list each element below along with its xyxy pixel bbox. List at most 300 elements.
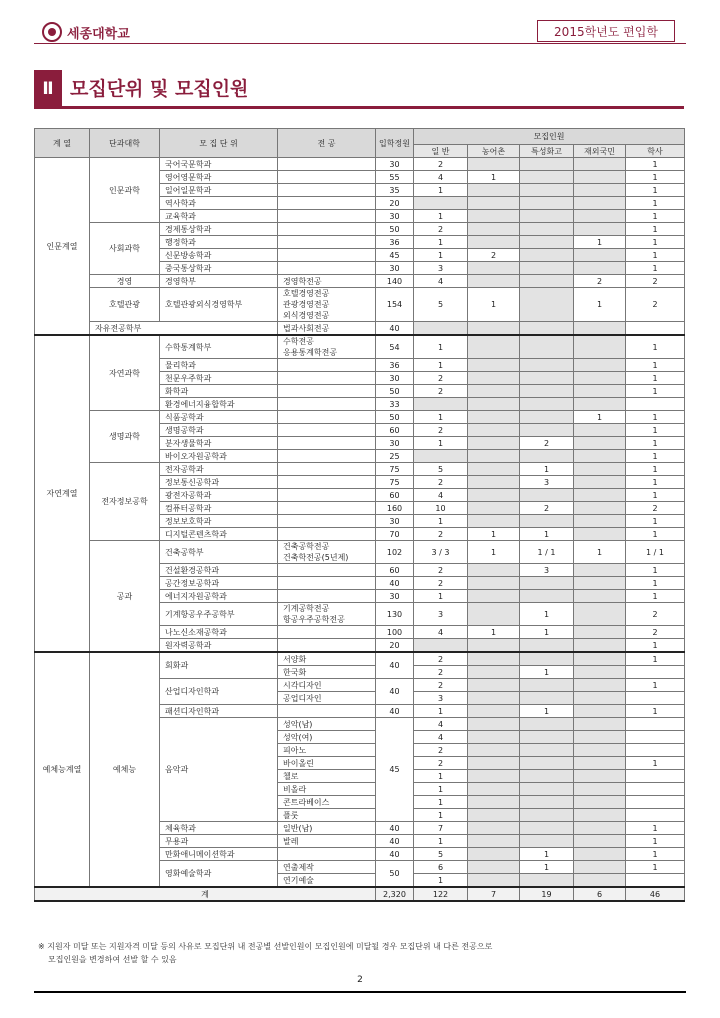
count-cell-haksa bbox=[626, 718, 685, 731]
count-cell bbox=[574, 528, 626, 541]
major-cell bbox=[278, 236, 376, 249]
count-cell bbox=[468, 848, 520, 861]
count-cell bbox=[574, 476, 626, 489]
unit-cell: 광전자공학과 bbox=[160, 489, 278, 502]
count-cell bbox=[468, 359, 520, 372]
count-cell: 2 bbox=[414, 424, 468, 437]
count-cell: 4 bbox=[414, 171, 468, 184]
count-cell: 2 bbox=[414, 679, 468, 692]
count-cell bbox=[468, 424, 520, 437]
table-row bbox=[35, 411, 685, 424]
college-cell: 생명과학 bbox=[90, 411, 160, 463]
count-cell bbox=[574, 385, 626, 398]
major-cell bbox=[278, 262, 376, 275]
header-gyeyeol: 계 열 bbox=[35, 129, 90, 158]
unit-cell: 건설환경공학과 bbox=[160, 564, 278, 577]
count-cell bbox=[468, 564, 520, 577]
count-cell bbox=[520, 718, 574, 731]
major-cell: 피아노 bbox=[278, 744, 376, 757]
total-quota: 2,320 bbox=[376, 887, 414, 901]
major-cell bbox=[278, 372, 376, 385]
major-cell: 콘트라베이스 bbox=[278, 796, 376, 809]
count-cell-haksa: 1 bbox=[626, 450, 685, 463]
table-row bbox=[35, 223, 685, 236]
count-cell-haksa: 1 bbox=[626, 463, 685, 476]
count-cell bbox=[468, 603, 520, 626]
quota-cell: 45 bbox=[376, 718, 414, 822]
count-cell bbox=[574, 489, 626, 502]
count-cell: 3 / 3 bbox=[414, 541, 468, 564]
count-cell bbox=[468, 809, 520, 822]
unit-cell: 화학과 bbox=[160, 385, 278, 398]
unit-cell: 나노신소재공학과 bbox=[160, 626, 278, 639]
count-cell bbox=[468, 731, 520, 744]
major-cell: 성악(남) bbox=[278, 718, 376, 731]
count-cell: 1 bbox=[414, 705, 468, 718]
count-cell bbox=[520, 322, 574, 336]
count-cell-haksa bbox=[626, 666, 685, 679]
unit-cell: 공간정보공학과 bbox=[160, 577, 278, 590]
count-cell bbox=[520, 236, 574, 249]
quota-cell: 40 bbox=[376, 835, 414, 848]
count-cell bbox=[520, 385, 574, 398]
count-cell bbox=[468, 489, 520, 502]
count-cell-haksa bbox=[626, 692, 685, 705]
quota-cell: 60 bbox=[376, 564, 414, 577]
count-cell: 3 bbox=[520, 476, 574, 489]
major-cell: 시각디자인 bbox=[278, 679, 376, 692]
quota-cell: 154 bbox=[376, 288, 414, 322]
count-cell bbox=[520, 288, 574, 322]
count-cell-haksa: 1 bbox=[626, 249, 685, 262]
major-cell bbox=[278, 502, 376, 515]
count-cell-haksa bbox=[626, 809, 685, 822]
count-cell-haksa: 1 bbox=[626, 848, 685, 861]
unit-cell: 에너지자원공학과 bbox=[160, 590, 278, 603]
count-cell-haksa: 1 / 1 bbox=[626, 541, 685, 564]
unit-cell: 생명공학과 bbox=[160, 424, 278, 437]
major-cell bbox=[278, 335, 376, 359]
count-cell bbox=[520, 450, 574, 463]
count-cell: 3 bbox=[414, 692, 468, 705]
section-number: Ⅱ bbox=[34, 70, 62, 108]
count-cell bbox=[574, 796, 626, 809]
university-logo bbox=[42, 20, 130, 44]
quota-cell: 60 bbox=[376, 489, 414, 502]
count-cell: 1 bbox=[520, 626, 574, 639]
unit-cell: 회화과 bbox=[160, 652, 278, 679]
quota-cell: 75 bbox=[376, 476, 414, 489]
count-cell bbox=[520, 822, 574, 835]
document-tag: 2015학년도 편입학 bbox=[537, 20, 675, 42]
unit-cell: 중국통상학과 bbox=[160, 262, 278, 275]
count-cell bbox=[574, 590, 626, 603]
major-cell bbox=[278, 322, 376, 336]
major-cell bbox=[278, 577, 376, 590]
major-name: 건축학전공(5년제) bbox=[283, 553, 349, 562]
count-cell: 1 bbox=[520, 705, 574, 718]
count-cell: 1 bbox=[520, 666, 574, 679]
total-count: 19 bbox=[520, 887, 574, 901]
count-cell bbox=[468, 679, 520, 692]
count-cell bbox=[468, 502, 520, 515]
section-title: 모집단위 및 모집인원 bbox=[70, 78, 249, 100]
quota-cell: 100 bbox=[376, 626, 414, 639]
count-cell bbox=[468, 184, 520, 197]
count-cell bbox=[574, 249, 626, 262]
count-cell bbox=[574, 757, 626, 770]
quota-cell: 75 bbox=[376, 463, 414, 476]
count-cell-haksa: 1 bbox=[626, 184, 685, 197]
unit-cell: 전자공학과 bbox=[160, 463, 278, 476]
count-cell: 5 bbox=[414, 848, 468, 861]
quota-cell: 25 bbox=[376, 450, 414, 463]
section-heading bbox=[34, 70, 684, 108]
count-cell bbox=[468, 398, 520, 411]
quota-cell: 30 bbox=[376, 262, 414, 275]
major-name: 응용통계학전공 bbox=[283, 348, 338, 357]
header-unit: 모 집 단 위 bbox=[160, 129, 278, 158]
quota-cell: 50 bbox=[376, 411, 414, 424]
count-cell-haksa: 1 bbox=[626, 515, 685, 528]
unit-cell: 식품공학과 bbox=[160, 411, 278, 424]
unit-cell: 무용과 bbox=[160, 835, 278, 848]
count-cell bbox=[520, 223, 574, 236]
count-cell-haksa: 1 bbox=[626, 223, 685, 236]
unit-cell: 디지털콘텐츠학과 bbox=[160, 528, 278, 541]
count-cell: 1 bbox=[574, 236, 626, 249]
count-cell bbox=[574, 502, 626, 515]
count-cell bbox=[574, 731, 626, 744]
count-cell bbox=[574, 210, 626, 223]
table-row bbox=[35, 129, 685, 145]
quota-cell: 45 bbox=[376, 249, 414, 262]
major-cell: 서양화 bbox=[278, 652, 376, 666]
count-cell-haksa: 1 bbox=[626, 489, 685, 502]
count-cell: 1 bbox=[414, 590, 468, 603]
count-cell bbox=[468, 639, 520, 653]
count-cell: 1 / 1 bbox=[520, 541, 574, 564]
major-cell: 공업디자인 bbox=[278, 692, 376, 705]
major-cell: 성악(여) bbox=[278, 731, 376, 744]
count-cell: 2 bbox=[414, 372, 468, 385]
count-cell bbox=[468, 437, 520, 450]
major-cell: 한국화 bbox=[278, 666, 376, 679]
count-cell bbox=[520, 335, 574, 359]
count-cell bbox=[574, 626, 626, 639]
count-cell bbox=[574, 783, 626, 796]
header-sub: 재외국민 bbox=[574, 145, 626, 158]
major-cell bbox=[278, 158, 376, 171]
count-cell bbox=[520, 744, 574, 757]
header-recruit: 모집인원 bbox=[414, 129, 685, 145]
count-cell-haksa: 1 bbox=[626, 590, 685, 603]
unit-cell: 컴퓨터공학과 bbox=[160, 502, 278, 515]
count-cell bbox=[520, 210, 574, 223]
unit-cell: 천문우주학과 bbox=[160, 372, 278, 385]
count-cell bbox=[468, 835, 520, 848]
major-cell bbox=[278, 275, 376, 288]
quota-cell: 30 bbox=[376, 158, 414, 171]
major-name: 경영학전공 bbox=[283, 276, 322, 286]
count-cell-haksa: 1 bbox=[626, 210, 685, 223]
count-cell bbox=[520, 770, 574, 783]
unit-cell: 체육학과 bbox=[160, 822, 278, 835]
count-cell bbox=[574, 666, 626, 679]
table-row bbox=[35, 652, 685, 666]
college-cell: 인문과학 bbox=[90, 158, 160, 223]
count-cell bbox=[468, 450, 520, 463]
major-cell bbox=[278, 639, 376, 653]
count-cell bbox=[574, 335, 626, 359]
quota-cell: 30 bbox=[376, 590, 414, 603]
quota-cell: 160 bbox=[376, 502, 414, 515]
major-name: 기계공학전공 bbox=[283, 604, 330, 613]
quota-cell: 40 bbox=[376, 848, 414, 861]
unit-cell: 패션디자인학과 bbox=[160, 705, 278, 718]
count-cell: 2 bbox=[468, 249, 520, 262]
count-cell-haksa: 1 bbox=[626, 528, 685, 541]
count-cell bbox=[574, 603, 626, 626]
count-cell bbox=[468, 770, 520, 783]
college-cell: 전자정보공학 bbox=[90, 463, 160, 541]
major-cell bbox=[278, 450, 376, 463]
count-cell bbox=[520, 783, 574, 796]
unit-cell: 교육학과 bbox=[160, 210, 278, 223]
count-cell bbox=[468, 335, 520, 359]
count-cell-haksa: 1 bbox=[626, 639, 685, 653]
count-cell bbox=[468, 515, 520, 528]
table-row bbox=[35, 322, 685, 336]
major-cell bbox=[278, 210, 376, 223]
quota-cell: 30 bbox=[376, 372, 414, 385]
major-cell: 바이올린 bbox=[278, 757, 376, 770]
college-cell: 사회과학 bbox=[90, 223, 160, 275]
count-cell-haksa: 1 bbox=[626, 372, 685, 385]
count-cell bbox=[574, 692, 626, 705]
count-cell: 1 bbox=[414, 236, 468, 249]
unit-cell: 행정학과 bbox=[160, 236, 278, 249]
count-cell bbox=[520, 692, 574, 705]
gyeyeol-cell: 자연계열 bbox=[35, 335, 90, 652]
count-cell bbox=[520, 731, 574, 744]
count-cell: 4 bbox=[414, 489, 468, 502]
count-cell bbox=[468, 236, 520, 249]
count-cell bbox=[414, 450, 468, 463]
count-cell bbox=[574, 848, 626, 861]
count-cell bbox=[520, 275, 574, 288]
quota-cell: 60 bbox=[376, 424, 414, 437]
quota-cell: 50 bbox=[376, 385, 414, 398]
major-cell bbox=[278, 541, 376, 564]
count-cell-haksa bbox=[626, 770, 685, 783]
college-cell: 공과 bbox=[90, 541, 160, 653]
count-cell bbox=[574, 463, 626, 476]
major-cell: 플룻 bbox=[278, 809, 376, 822]
quota-cell: 55 bbox=[376, 171, 414, 184]
major-cell bbox=[278, 476, 376, 489]
table-row bbox=[35, 275, 685, 288]
college-cell: 호텔관광 bbox=[90, 288, 160, 322]
header-quota: 입학정원 bbox=[376, 129, 414, 158]
table-row bbox=[35, 158, 685, 171]
unit-cell: 음악과 bbox=[160, 718, 278, 822]
unit-cell: 원자력공학과 bbox=[160, 639, 278, 653]
major-cell bbox=[278, 437, 376, 450]
count-cell-haksa: 1 bbox=[626, 679, 685, 692]
footnote-line-1: ※ 지원자 미달 또는 지원자격 미달 등의 사유로 모집단위 내 전공별 선발인원이 모집인원에 미달될 경우 모집단위 내 다른 전공으로 bbox=[38, 942, 493, 951]
count-cell bbox=[520, 359, 574, 372]
count-cell bbox=[468, 666, 520, 679]
count-cell bbox=[574, 158, 626, 171]
quota-cell: 40 bbox=[376, 577, 414, 590]
major-cell bbox=[278, 424, 376, 437]
major-cell bbox=[278, 398, 376, 411]
count-cell-haksa: 1 bbox=[626, 359, 685, 372]
count-cell bbox=[468, 210, 520, 223]
count-cell bbox=[468, 822, 520, 835]
unit-cell: 영어영문학과 bbox=[160, 171, 278, 184]
count-cell bbox=[468, 796, 520, 809]
count-cell bbox=[520, 577, 574, 590]
unit-cell: 바이오자원공학과 bbox=[160, 450, 278, 463]
gyeyeol-cell: 예체능계열 bbox=[35, 652, 90, 887]
count-cell bbox=[468, 158, 520, 171]
count-cell bbox=[520, 874, 574, 888]
count-cell-haksa: 1 bbox=[626, 171, 685, 184]
count-cell: 4 bbox=[414, 626, 468, 639]
header-sub: 농어촌 bbox=[468, 145, 520, 158]
major-cell: 연출제작 bbox=[278, 861, 376, 874]
count-cell: 2 bbox=[520, 437, 574, 450]
major-cell bbox=[278, 564, 376, 577]
total-count: 122 bbox=[414, 887, 468, 901]
table-row bbox=[35, 335, 685, 359]
count-cell-haksa: 1 bbox=[626, 262, 685, 275]
section-underline bbox=[34, 106, 684, 109]
count-cell bbox=[468, 372, 520, 385]
unit-cell: 자유전공학부 bbox=[90, 322, 278, 336]
count-cell-haksa: 1 bbox=[626, 652, 685, 666]
count-cell bbox=[468, 275, 520, 288]
quota-cell: 20 bbox=[376, 197, 414, 210]
total-count: 6 bbox=[574, 887, 626, 901]
count-cell bbox=[574, 262, 626, 275]
quota-cell: 30 bbox=[376, 437, 414, 450]
major-cell bbox=[278, 489, 376, 502]
count-cell bbox=[574, 450, 626, 463]
major-cell bbox=[278, 848, 376, 861]
count-cell: 1 bbox=[414, 874, 468, 888]
count-cell bbox=[574, 835, 626, 848]
quota-cell: 40 bbox=[376, 679, 414, 705]
count-cell: 1 bbox=[414, 335, 468, 359]
count-cell-haksa: 2 bbox=[626, 603, 685, 626]
count-cell bbox=[520, 262, 574, 275]
quota-cell: 36 bbox=[376, 359, 414, 372]
count-cell: 2 bbox=[414, 757, 468, 770]
count-cell-haksa: 2 bbox=[626, 288, 685, 322]
major-cell bbox=[278, 359, 376, 372]
count-cell: 1 bbox=[468, 171, 520, 184]
header-sub: 일 반 bbox=[414, 145, 468, 158]
count-cell bbox=[468, 385, 520, 398]
count-cell bbox=[520, 590, 574, 603]
total-count: 46 bbox=[626, 887, 685, 901]
university-seal-icon bbox=[42, 22, 62, 42]
count-cell-haksa: 1 bbox=[626, 822, 685, 835]
unit-cell: 신문방송학과 bbox=[160, 249, 278, 262]
count-cell bbox=[468, 197, 520, 210]
count-cell-haksa: 1 bbox=[626, 757, 685, 770]
count-cell-haksa: 1 bbox=[626, 705, 685, 718]
count-cell bbox=[574, 322, 626, 336]
unit-cell: 만화애니메이션학과 bbox=[160, 848, 278, 861]
count-cell: 1 bbox=[520, 603, 574, 626]
count-cell-haksa: 1 bbox=[626, 197, 685, 210]
quota-cell: 40 bbox=[376, 652, 414, 679]
major-name: 항공우주공학전공 bbox=[283, 615, 345, 624]
count-cell: 1 bbox=[574, 288, 626, 322]
count-cell: 1 bbox=[520, 848, 574, 861]
major-cell bbox=[278, 590, 376, 603]
count-cell-haksa: 1 bbox=[626, 835, 685, 848]
count-cell: 7 bbox=[414, 822, 468, 835]
count-cell bbox=[574, 809, 626, 822]
major-cell: 일반(남) bbox=[278, 822, 376, 835]
count-cell-haksa bbox=[626, 783, 685, 796]
major-cell bbox=[278, 603, 376, 626]
quota-cell: 102 bbox=[376, 541, 414, 564]
major-cell bbox=[278, 626, 376, 639]
university-name: 세종대학교 bbox=[67, 26, 130, 42]
count-cell: 2 bbox=[414, 564, 468, 577]
count-cell: 2 bbox=[414, 744, 468, 757]
count-cell bbox=[520, 158, 574, 171]
count-cell bbox=[574, 744, 626, 757]
count-cell bbox=[574, 515, 626, 528]
count-cell: 4 bbox=[414, 275, 468, 288]
unit-cell: 건축공학부 bbox=[160, 541, 278, 564]
count-cell bbox=[520, 757, 574, 770]
count-cell bbox=[414, 322, 468, 336]
header-college: 단과대학 bbox=[90, 129, 160, 158]
major-cell: 비올라 bbox=[278, 783, 376, 796]
count-cell: 1 bbox=[414, 783, 468, 796]
count-cell-haksa bbox=[626, 322, 685, 336]
major-cell bbox=[278, 171, 376, 184]
quota-cell: 36 bbox=[376, 236, 414, 249]
header-major: 전 공 bbox=[278, 129, 376, 158]
count-cell-haksa: 2 bbox=[626, 502, 685, 515]
table-row bbox=[35, 887, 685, 901]
count-cell bbox=[468, 757, 520, 770]
count-cell: 3 bbox=[414, 262, 468, 275]
major-cell bbox=[278, 411, 376, 424]
unit-cell: 물리학과 bbox=[160, 359, 278, 372]
major-name: 호텔경영전공 bbox=[283, 289, 330, 298]
count-cell: 1 bbox=[468, 528, 520, 541]
unit-cell: 기계항공우주공학부 bbox=[160, 603, 278, 626]
unit-cell: 일어일문학과 bbox=[160, 184, 278, 197]
page-number: 2 bbox=[357, 975, 363, 985]
count-cell bbox=[520, 679, 574, 692]
footnote bbox=[38, 940, 678, 966]
footer-divider bbox=[34, 991, 686, 993]
count-cell: 1 bbox=[414, 359, 468, 372]
count-cell bbox=[574, 372, 626, 385]
count-cell-haksa bbox=[626, 744, 685, 757]
